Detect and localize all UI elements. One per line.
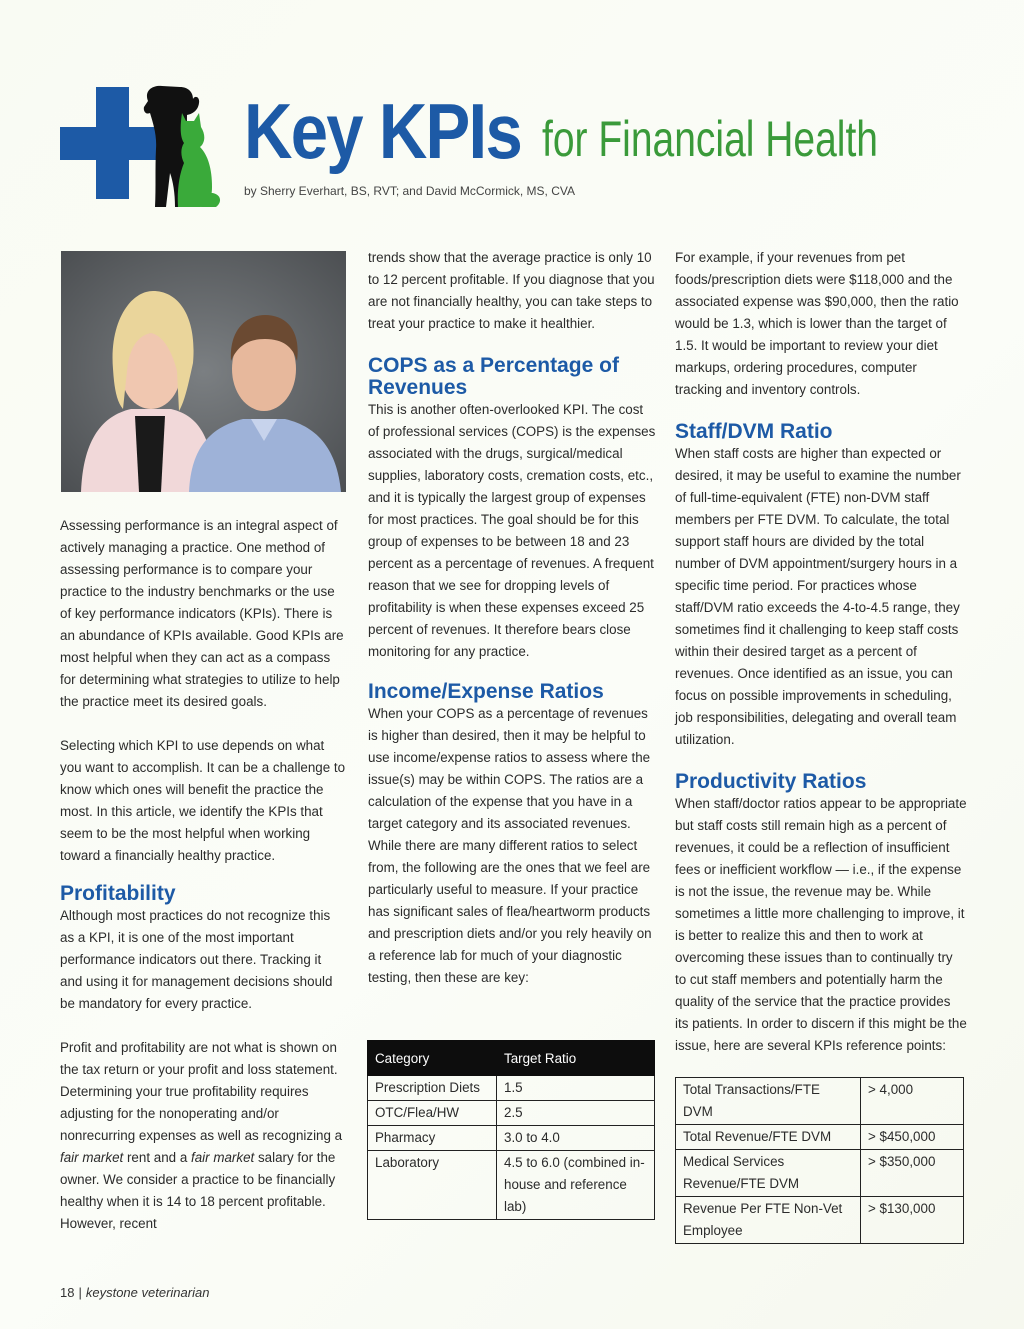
table-cell: 2.5 — [497, 1101, 655, 1126]
table-row — [676, 1078, 964, 1125]
table-row — [368, 1126, 655, 1151]
table-cell: Total Revenue/FTE DVM — [676, 1125, 861, 1150]
table-row — [368, 1101, 655, 1126]
section-heading-productivity: Productivity Ratios — [675, 770, 867, 793]
author-photo — [61, 251, 346, 492]
table-row — [676, 1150, 964, 1197]
table-cell: 1.5 — [497, 1076, 655, 1101]
table-cell: > 4,000 — [861, 1078, 964, 1125]
article-title — [244, 87, 878, 175]
column-header: Category — [368, 1041, 497, 1076]
paragraph: When staff/doctor ratios appear to be appropriate but staff costs still remain high as a percent of revenues, it could be a reflection of insufficient fees or inefficient workflow — i.e., if the expense is not the issue, the revenue may be. While sometimes a little more challenging to improve, it is better to realize this and then to work at overcoming these issues than to continually try to cut staff members and potentially harm the quality of the service that the practice provides its patients. In order to discern if this might be the issue, here are several KPIs reference points: — [675, 796, 967, 1053]
page-footer — [60, 1285, 209, 1300]
page-number: 18 — [60, 1285, 75, 1300]
table-cell: Revenue Per FTE Non-Vet Employee — [676, 1197, 861, 1244]
paragraph: Profit and profitability are not what is shown on the tax return or your profit and loss statement. Determining your true profitability requires adjusting for the nonoperating and/or nonrecurring expenses as well as recognizing a fair market rent and a fair market salary for the owner. We consider a practice to be financially healthy when it is 14 to 18 percent profitable. However, recent — [60, 1040, 343, 1231]
magazine-name: keystone veterinarian — [85, 1285, 210, 1300]
table-cell: > $450,000 — [861, 1125, 964, 1150]
title-subtitle: for Financial Health — [542, 111, 878, 167]
table-header-row — [368, 1041, 655, 1076]
table-cell: > $350,000 — [861, 1150, 964, 1197]
emphasis-text: fair market — [60, 1150, 124, 1165]
paragraph: Although most practices do not recognize this as a KPI, it is one of the most important performance indicators out there. Tracking it and using it for management decisions should be mandatory for every practice. — [60, 908, 333, 1011]
paragraph: Assessing performance is an integral aspect of actively managing a practice. One method of assessing performance is to compare your practice to the industry benchmarks or the use of key performance indicators (KPIs). There is an abundance of KPIs available. Good KPIs are most helpful when they can act as a compass for determining what strategies to utilize to help the practice meet its desired goals. — [60, 518, 344, 709]
table-row — [368, 1151, 655, 1220]
table-cell: Pharmacy — [368, 1126, 497, 1151]
cat-icon — [178, 113, 220, 207]
kpi-reference-table — [675, 1077, 964, 1244]
logo — [60, 83, 225, 213]
column-header: Target Ratio — [497, 1041, 655, 1076]
table-cell: Medical Services Revenue/FTE DVM — [676, 1150, 861, 1197]
table-cell: 3.0 to 4.0 — [497, 1126, 655, 1151]
title-main: Key KPIs — [244, 87, 522, 175]
column-2 — [368, 247, 658, 989]
section-heading-cops: COPS as a Percentage of Revenues — [368, 354, 619, 399]
footer-separator: | — [78, 1285, 82, 1300]
table-cell: Total Transactions/FTE DVM — [676, 1078, 861, 1125]
paragraph: For example, if your revenues from pet foods/prescription diets were $118,000 and the associated expense was $90,000, then the ratio would be 1.3, which is lower than the target of 1.5. It would be important to review your diet markups, ordering procedures, computer tracking and inventory controls. — [675, 250, 959, 397]
table-row — [676, 1125, 964, 1150]
table-cell: Laboratory — [368, 1151, 497, 1220]
paragraph: When staff costs are higher than expected or desired, it may be useful to examine the number of full-time-equivalent (FTE) non-DVM staff members per FTE DVM. To calculate, the total support staff hours are divided by the total number of DVM appointment/surgery hours in a specific time period. For practices whose staff/DVM ratio exceeds the 4-to-4.5 range, they sometimes find it challenging to keep staff costs within their desired target as a percent of revenues. Once identified as an issue, you can focus on possible improvements in scheduling, job responsibilities, delegating and overall team utilization. — [675, 446, 961, 747]
table-cell: > $130,000 — [861, 1197, 964, 1244]
target-ratio-table — [367, 1040, 655, 1220]
byline: by Sherry Everhart, BS, RVT; and David McCormick, MS, CVA — [244, 184, 575, 198]
paragraph: This is another often-overlooked KPI. The cost of professional services (COPS) is the expenses associated with the drugs, surgical/medical supplies, laboratory costs, cremation costs, etc., and it is typically the largest group of expenses for most practices. The goal should be for this group of expenses to be between 18 and 23 percent as a percentage of revenues. A frequent reason that we see for dropping levels of profitability is when these expenses exceed 25 percent of revenues. It therefore bears close monitoring for any practice. — [368, 402, 656, 659]
paragraph: trends show that the average practice is only 10 to 12 percent profitable. If you diagnose that you are not financially healthy, you can take steps to treat your practice to make it healthier. — [368, 250, 655, 331]
table-row — [368, 1076, 655, 1101]
emphasis-text: fair market — [191, 1150, 255, 1165]
section-heading-income-expense: Income/Expense Ratios — [368, 680, 604, 703]
column-3 — [675, 247, 967, 1057]
section-heading-profitability: Profitability — [60, 882, 176, 905]
table-cell: 4.5 to 6.0 (combined in-house and reference lab) — [497, 1151, 655, 1220]
table-row — [676, 1197, 964, 1244]
section-heading-staff-dvm: Staff/DVM Ratio — [675, 420, 833, 443]
table-cell: OTC/Flea/HW — [368, 1101, 497, 1126]
paragraph: When your COPS as a percentage of revenues is higher than desired, then it may be helpful to use income/expense ratios to assess where the issue(s) may be within COPS. The ratios are a calculation of the expense that you have in a target category and its associated revenues. While there are many different ratios to select from, the following are the ones that we feel are particularly useful to measure. If your practice has significant sales of flea/heartworm products and prescription diets and/or you rely heavily on a reference lab for much of your diagnostic testing, then these are key: — [368, 706, 652, 985]
table-cell: Prescription Diets — [368, 1076, 497, 1101]
column-1 — [60, 515, 346, 1235]
paragraph: Selecting which KPI to use depends on what you want to accomplish. It can be a challenge to know which ones will benefit the practice the most. In this article, we identify the KPIs that seem to be the most helpful when working toward a financially healthy practice. — [60, 738, 346, 863]
